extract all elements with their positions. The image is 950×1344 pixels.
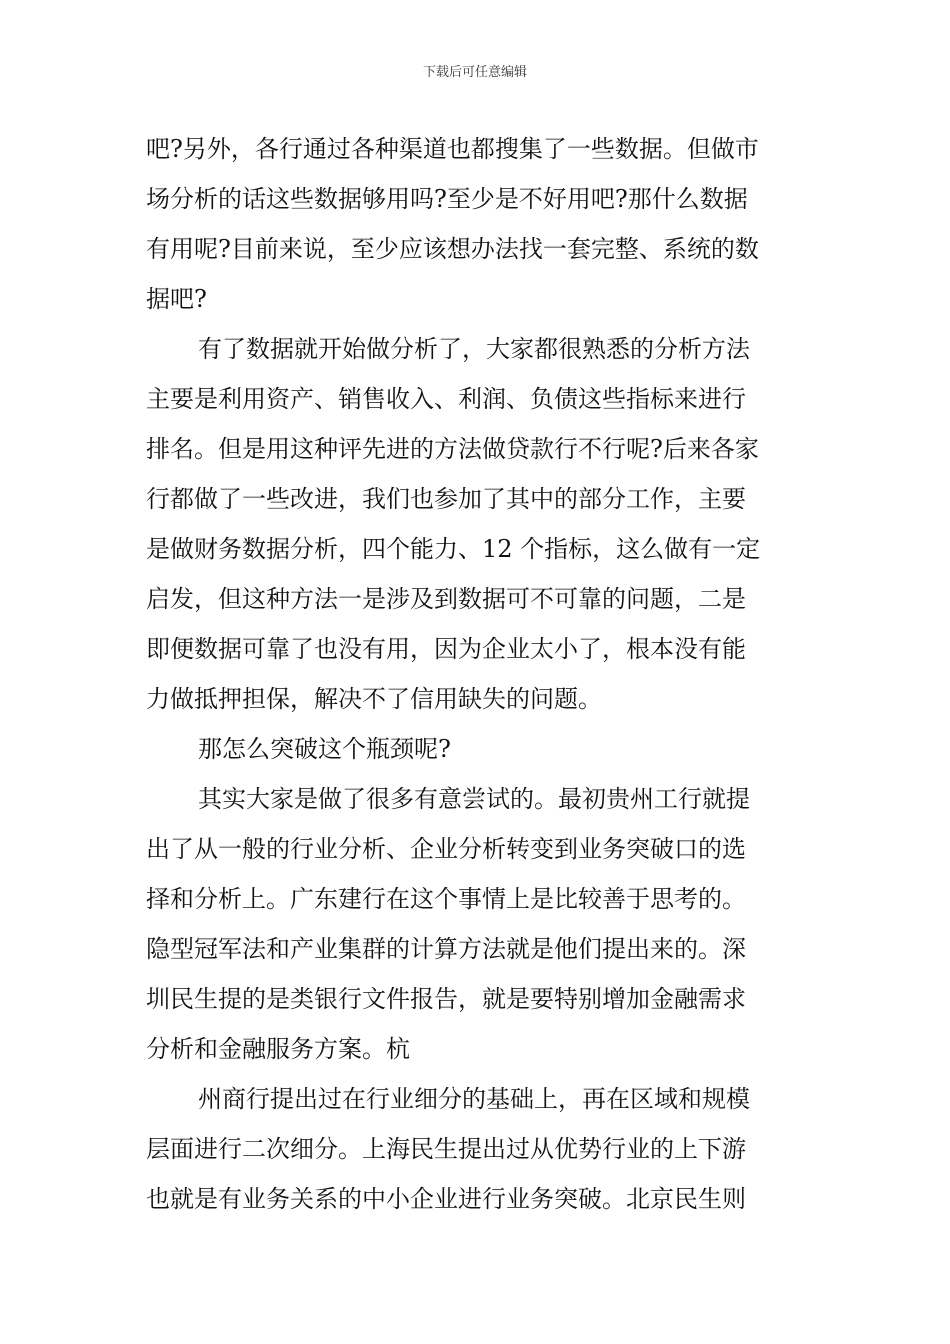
- text-line: 吧?另外，各行通过各种渠道也都搜集了一些数据。但做市: [146, 135, 759, 163]
- page-header: 下载后可任意编辑: [422, 65, 527, 80]
- text-line: 主要是利用资产、销售收入、利润、负债这些指标来进行: [146, 385, 746, 413]
- text-line: 排名。但是用这种评先进的方法做贷款行不行呢?后来各家: [146, 435, 759, 463]
- text-line: 场分析的话这些数据够用吗?至少是不好用吧?那什么数据: [146, 185, 748, 213]
- paragraph-start-line: 那怎么突破这个瓶颈呢?: [198, 735, 451, 763]
- text-line: 是做财务数据分析，四个能力、12 个指标，这么做有一定: [146, 535, 761, 563]
- text-line: 分析和金融服务方案。杭: [146, 1035, 410, 1063]
- text-line: 据吧?: [146, 285, 207, 313]
- text-line: 行都做了一些改进，我们也参加了其中的部分工作，主要: [146, 485, 746, 513]
- paragraph-start-line: 州商行提出过在行业细分的基础上，再在区域和规模: [198, 1085, 750, 1113]
- text-line: 层面进行二次细分。上海民生提出过从优势行业的上下游: [146, 1135, 746, 1163]
- text-line: 即便数据可靠了也没有用，因为企业太小了，根本没有能: [146, 635, 746, 663]
- text-line: 隐型冠军法和产业集群的计算方法就是他们提出来的。深: [146, 935, 746, 963]
- text-line: 启发，但这种方法一是涉及到数据可不可靠的问题，二是: [146, 585, 746, 613]
- paragraph-start-line: 其实大家是做了很多有意尝试的。最初贵州工行就提: [198, 785, 750, 813]
- text-line: 圳民生提的是类银行文件报告，就是要特别增加金融需求: [146, 985, 746, 1013]
- text-line: 力做抵押担保，解决不了信用缺失的问题。: [146, 685, 602, 713]
- text-line: 择和分析上。广东建行在这个事情上是比较善于思考的。: [146, 885, 746, 913]
- paragraph-start-line: 有了数据就开始做分析了，大家都很熟悉的分析方法: [198, 335, 750, 363]
- text-line: 有用呢?目前来说，至少应该想办法找一套完整、系统的数: [146, 235, 759, 263]
- text-line: 也就是有业务关系的中小企业进行业务突破。北京民生则: [146, 1185, 746, 1213]
- text-line: 出了从一般的行业分析、企业分析转变到业务突破口的选: [146, 835, 746, 863]
- document-body: [146, 124, 806, 1224]
